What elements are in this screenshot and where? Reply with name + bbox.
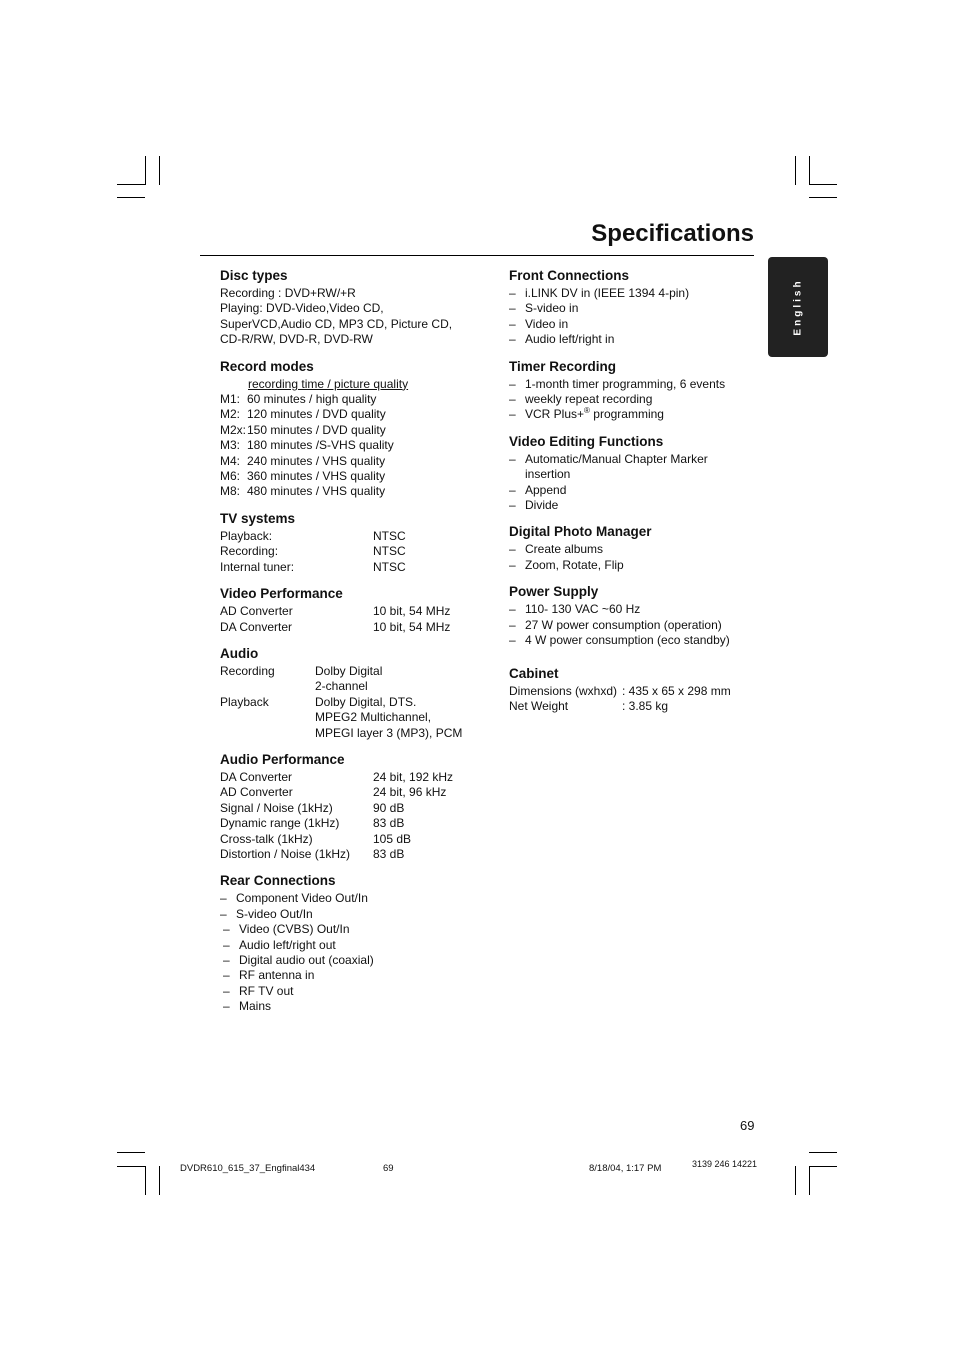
spec-row: Cross-talk (1kHz) 105 dB	[220, 831, 412, 846]
footer-file: DVDR610_615_37_Engfinal434	[180, 1163, 316, 1174]
spec-row: Recording: NTSC	[220, 544, 406, 559]
section-heading: Digital Photo Manager	[509, 524, 652, 540]
record-mode-row: M6: 360 minutes / VHS quality	[220, 469, 386, 484]
record-mode-row: M3: 180 minutes /S-VHS quality	[220, 438, 394, 453]
record-modes-subheader: recording time / picture quality	[248, 376, 409, 391]
crop-mark	[159, 1166, 160, 1195]
title-rule	[200, 255, 754, 256]
section-heading: Video Performance	[220, 586, 343, 602]
spec-row: Playback: NTSC	[220, 528, 406, 543]
spec-row: AD Converter 24 bit, 96 kHz	[220, 785, 447, 800]
page-title: Specifications	[591, 220, 754, 247]
footer-page: 69	[383, 1163, 394, 1174]
language-tab	[768, 257, 828, 357]
section-cabinet	[509, 665, 759, 715]
record-mode-row: M1: 60 minutes / high quality	[220, 392, 377, 407]
section-heading: Disc types	[220, 268, 288, 283]
spec-row: Recording Dolby Digital 2-channel	[220, 663, 383, 694]
list-item: – 4 W power consumption (eco standby)	[509, 633, 730, 648]
section-video-editing	[509, 433, 759, 514]
section-heading: Audio Performance	[220, 751, 345, 767]
crop-mark	[117, 197, 145, 198]
spec-row: DA Converter 10 bit, 54 MHz	[220, 619, 451, 634]
crop-mark	[809, 184, 837, 185]
section-rear-connections	[220, 872, 480, 1014]
spec-line: Recording : DVD+RW/+R	[220, 286, 356, 300]
crop-mark	[159, 156, 160, 185]
spec-row: Distortion / Noise (1kHz) 83 dB	[220, 846, 405, 861]
list-item: – Append	[509, 482, 567, 497]
spec-line: CD-R/RW, DVD-R, DVD-RW	[220, 332, 373, 347]
section-audio-performance	[220, 751, 480, 862]
crop-mark	[117, 1166, 145, 1167]
list-item: – RF TV out	[223, 983, 294, 998]
spec-row: Signal / Noise (1kHz) 90 dB	[220, 800, 405, 815]
spec-row: Internal tuner: NTSC	[220, 559, 406, 574]
spec-row: Dimensions (wxhxd) : 435 x 65 x 298 mm	[509, 683, 731, 698]
list-item: – Video in	[509, 316, 569, 331]
section-heading: TV systems	[220, 510, 296, 526]
list-item: – RF antenna in	[223, 968, 315, 983]
left-column	[220, 267, 480, 1025]
list-item: – i.LINK DV in (IEEE 1394 4-pin)	[509, 286, 690, 300]
crop-mark	[795, 156, 796, 185]
list-item: – Create albums	[509, 542, 604, 557]
crop-mark	[795, 1166, 796, 1195]
section-heading: Cabinet	[509, 665, 559, 681]
crop-mark	[809, 197, 837, 198]
spec-row: Playback Dolby Digital, DTS. MPEG2 Multichannel, MPEGI layer 3 (MP3), PCM	[220, 694, 463, 740]
list-item: – S-video Out/In	[220, 906, 313, 921]
spec-row: DA Converter 24 bit, 192 kHz	[220, 769, 454, 784]
section-timer-recording	[509, 358, 759, 423]
section-disc-types	[220, 267, 480, 348]
section-heading: Power Supply	[509, 584, 599, 600]
crop-mark	[117, 1152, 145, 1153]
section-power-supply	[509, 583, 759, 648]
spec-row: Dynamic range (1kHz) 83 dB	[220, 816, 405, 831]
list-item: – weekly repeat recording	[509, 392, 653, 407]
list-item: – 110- 130 VAC ~60 Hz	[509, 602, 641, 617]
list-item: – 1-month timer programming, 6 events	[509, 376, 726, 391]
right-column	[509, 267, 759, 724]
list-item: – Component Video Out/In	[220, 891, 368, 906]
section-tv-systems	[220, 510, 480, 575]
section-photo-manager	[509, 523, 759, 573]
section-audio	[220, 645, 480, 741]
crop-mark	[809, 156, 810, 185]
section-video-performance	[220, 585, 480, 635]
list-item: – Mains	[223, 999, 272, 1014]
footer-code: 3139 246 14221	[692, 1159, 758, 1169]
page-number: 69	[740, 1118, 755, 1133]
crop-mark	[809, 1166, 837, 1167]
section-heading: Record modes	[220, 358, 314, 374]
spec-line: Playing: DVD-Video,Video CD,	[220, 301, 384, 316]
list-item: – Divide	[509, 498, 559, 513]
section-heading: Rear Connections	[220, 873, 336, 889]
list-item: – 27 W power consumption (operation)	[509, 617, 722, 632]
spec-line: SuperVCD,Audio CD, MP3 CD, Picture CD,	[220, 316, 453, 331]
crop-mark	[145, 1166, 146, 1195]
crop-mark	[809, 1166, 810, 1195]
section-heading: Front Connections	[509, 268, 629, 283]
spec-row: Net Weight : 3.85 kg	[509, 698, 669, 713]
list-item: – Digital audio out (coaxial)	[223, 953, 374, 967]
list-item: – S-video in	[509, 301, 579, 316]
section-front-connections	[509, 267, 759, 348]
footer-date: 8/18/04, 1:17 PM	[589, 1163, 662, 1174]
list-item: – Video (CVBS) Out/In	[223, 922, 350, 937]
record-mode-row: M8: 480 minutes / VHS quality	[220, 484, 386, 499]
crop-mark	[145, 156, 146, 185]
record-mode-row: M4: 240 minutes / VHS quality	[220, 453, 386, 468]
crop-mark	[809, 1152, 837, 1153]
spec-row: AD Converter 10 bit, 54 MHz	[220, 604, 451, 619]
list-item: – Audio left/right out	[223, 937, 336, 952]
language-tab-label: English	[792, 278, 804, 336]
section-heading: Timer Recording	[509, 358, 617, 374]
list-item: – Automatic/Manual Chapter Marker insertion	[509, 451, 708, 482]
record-mode-row: M2: 120 minutes / DVD quality	[220, 407, 386, 422]
list-item: – Audio left/right in	[509, 332, 615, 347]
section-record-modes	[220, 358, 480, 500]
list-item: – VCR Plus+® programming	[509, 406, 664, 422]
section-heading: Video Editing Functions	[509, 433, 664, 449]
record-mode-row: M2x: 150 minutes / DVD quality	[220, 422, 386, 437]
section-heading: Audio	[220, 645, 259, 661]
list-item: – Zoom, Rotate, Flip	[509, 557, 624, 572]
crop-mark	[117, 184, 145, 185]
